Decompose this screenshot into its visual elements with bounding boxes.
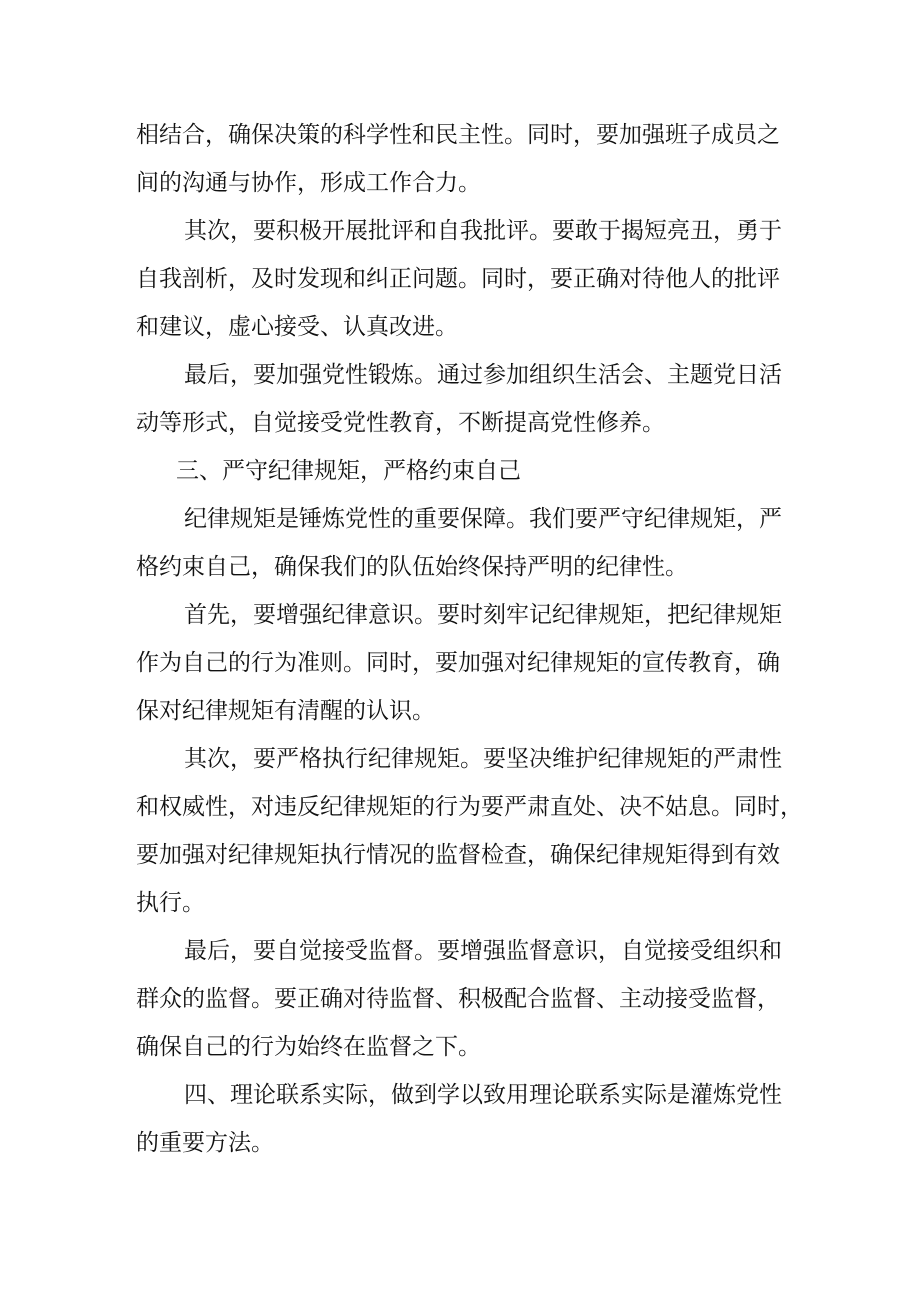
paragraph-first-line: 其次，要积极开展批评和自我批评。要敢于揭短亮丑，勇于 <box>184 218 782 244</box>
text-line: 自我剖析，及时发现和纠正问题。同时，要正确对待他人的批评 <box>136 266 780 292</box>
text-line: 动等形式，自觉接受党性教育，不断提高党性修养。 <box>136 410 665 436</box>
section-heading: 三、严守纪律规矩，严格约束自己 <box>176 458 521 484</box>
paragraph-first-line: 纪律规矩是锤炼党性的重要保障。我们要严守纪律规矩，严 <box>184 506 782 532</box>
section-heading: 四、理论联系实际，做到学以致用理论联系实际是灌炼党性 <box>184 1082 782 1108</box>
paragraph-first-line: 最后，要加强党性锻炼。通过参加组织生活会、主题党日活 <box>184 362 782 388</box>
text-line: 和建议，虚心接受、认真改进。 <box>136 314 458 340</box>
text-line: 间的沟通与协作，形成工作合力。 <box>136 170 481 196</box>
paragraph-first-line: 其次，要严格执行纪律规矩。要坚决维护纪律规矩的严肃性 <box>184 746 782 772</box>
text-line: 保对纪律规矩有清醒的认识。 <box>136 698 435 724</box>
text-line: 要加强对纪律规矩执行情况的监督检查，确保纪律规矩得到有效 <box>136 842 780 868</box>
text-line: 执行。 <box>136 890 205 916</box>
text-line: 格约束自己，确保我们的队伍始终保持严明的纪律性。 <box>136 554 688 580</box>
paragraph-first-line: 首先，要增强纪律意识。要时刻牢记纪律规矩，把纪律规矩 <box>184 602 782 628</box>
paragraph-first-line: 最后，要自觉接受监督。要增强监督意识，自觉接受组织和 <box>184 938 782 964</box>
text-line: 作为自己的行为准则。同时，要加强对纪律规矩的宣传教育，确 <box>136 650 780 676</box>
text-line: 相结合，确保决策的科学性和民主性。同时，要加强班子成员之 <box>136 122 780 148</box>
text-line: 和权威性，对违反纪律规矩的行为要严肃直处、决不姑息。同时， <box>136 794 803 820</box>
text-line: 确保自己的行为始终在监督之下。 <box>136 1034 481 1060</box>
text-line: 的重要方法。 <box>136 1130 274 1156</box>
text-line: 群众的监督。要正确对待监督、积极配合监督、主动接受监督， <box>136 986 780 1012</box>
